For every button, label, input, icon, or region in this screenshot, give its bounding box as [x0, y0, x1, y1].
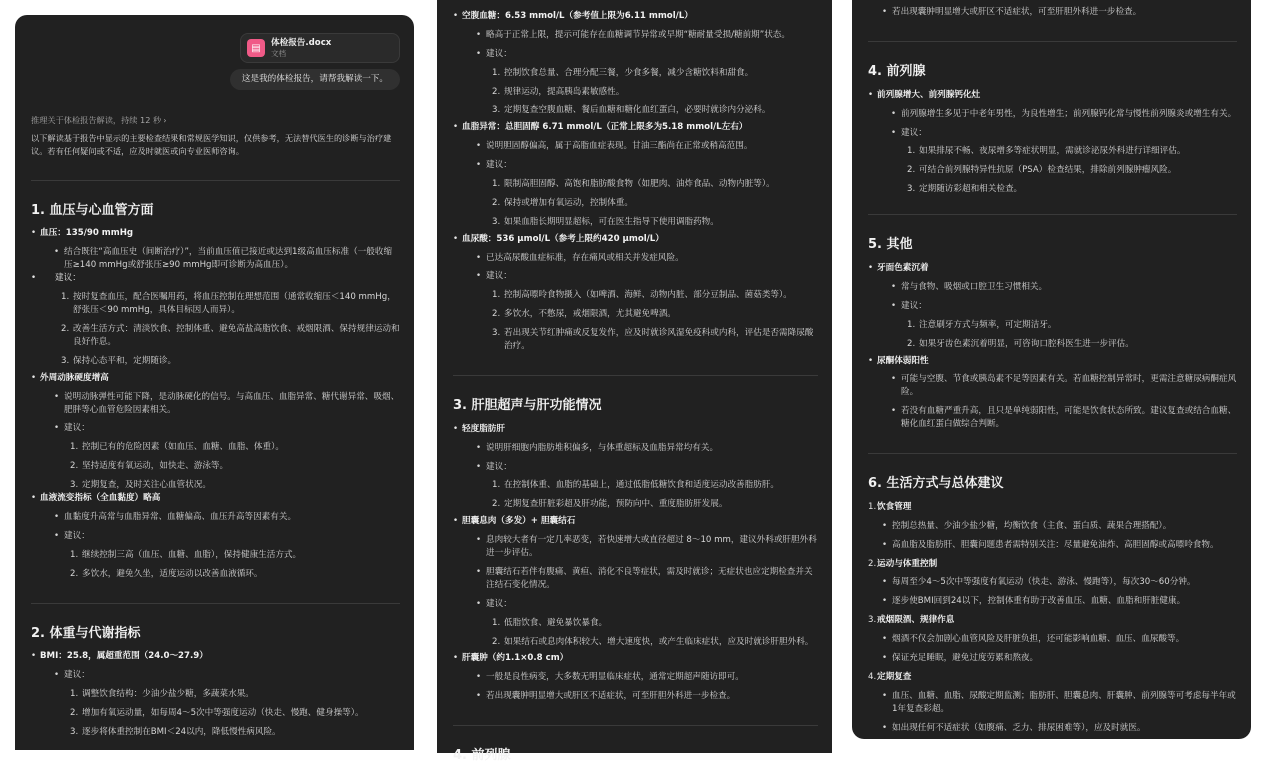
- list-item: • 建议： 1. 注意刷牙方式与频率，可定期洁牙。 2. 如果牙齿色素沉着明显，可咨询口腔科医生进一步评估。: [877, 300, 1237, 351]
- list-item: 2. 规律运动，提高胰岛素敏感性。: [492, 86, 625, 97]
- list-item: • 血黏度升高常与血脂异常、血糖偏高、血压升高等因素有关。: [40, 511, 400, 524]
- list-item: • 血尿酸：536 μmol/L（参考上限约420 μmol/L） • 已达高尿酸血症标准，存在痛风或相关并发症风险。 • 建议： 1. 控制高嘌呤食物摄入（如啤酒、海鲜、动物内脏、部分豆制品、菌菇类等）。 2. 多饮水，不憋尿，戒烟限酒，尤其避免啤酒。 3. 若出现关节红肿痛或反复发作，应及时就诊风湿免疫科或内科，评估是否需降尿酸治疗。: [453, 233, 818, 353]
- list-item: • 建议： 1. 继续控制三高（血压、血糖、血脂），保持健康生活方式。 2. 多饮水，避免久坐，适度运动以改善血液循环。: [40, 530, 400, 581]
- list-item: • 建议： 1. 按时复查血压，配合医嘱用药，将血压控制在理想范围（通常收缩压＜140 mmHg，舒张压＜90 mmHg，具体目标因人而异）。 2. 改善生活方式：清淡饮食、控制体重、避免高盐高脂饮食、戒烟限酒、保持规律运动和良好作息。 3. 保持心态平和，定期随诊。: [31, 272, 400, 367]
- chat-panel-3: [852, 0, 1251, 739]
- chat-panel-2: [437, 0, 832, 764]
- section-title: 3. 肝胆超声与肝功能情况: [453, 397, 602, 413]
- list-item: • 尿酮体弱阳性 • 可能与空腹、节食或胰岛素不足等因素有关。若血糖控制异常时，更需注意糖尿病酮症风险。 • 若没有血糖严重升高，且只是单纯弱阳性，可能是饮食状态所致。建议复查或结合血糖、糖化血红蛋白做综合判断。: [868, 355, 1237, 431]
- list-item: 4. 定期复查 • 血压、血糖、血脂、尿酸定期监测；脂肪肝、胆囊息肉、肝囊肿、前列腺等可考虑每半年或1年复查彩超。 • 如出现任何不适症状（如腹痛、乏力、排尿困难等），应及时就医。: [868, 671, 1237, 735]
- divider: [868, 41, 1237, 42]
- list-item: • 空腹血糖：6.53 mmol/L（参考值上限为6.11 mmol/L） • 略高于正常上限，提示可能存在血糖调节异常或早期“糖耐量受损/糖前期”状态。 • 建议： 1. 控制饮食总量、合理分配三餐，少食多餐，减少含糖饮料和甜食。 2. 规律运动，提高胰岛素敏感性。 3. 定期复查空腹血糖、餐后血糖和糖化血红蛋白，必要时就诊内分泌科。: [453, 10, 818, 117]
- divider: [31, 603, 400, 604]
- list-item: • 血压：135/90 mmHg • 结合既往“高血压史（间断治疗）”，当前血压值已接近或达到1级高血压标准（一般收缩压≥140 mmHg或舒张压≥90 mmHg即可诊断为高血压）。: [31, 227, 400, 270]
- attachment-name: 体检报告.docx: [271, 38, 332, 49]
- divider: [453, 375, 818, 376]
- user-message: 这是我的体检报告，请帮我解读一下。: [230, 69, 400, 90]
- list-item: 1. 注意刷牙方式与频率，可定期洁牙。: [907, 319, 1057, 330]
- list-item: • 胆囊结石若伴有腹痛、黄疸、消化不良等症状，需及时就诊；无症状也应定期检查并关注结石变化情况。: [462, 566, 818, 592]
- list-item: 1. 在控制体重、血脂的基础上，通过低脂低糖饮食和适度运动改善脂肪肝。: [492, 480, 780, 491]
- list-item: • 血压、血糖、血脂、尿酸定期监测；脂肪肝、胆囊息肉、肝囊肿、前列腺等可考虑每半年或1年复查彩超。: [868, 690, 1237, 716]
- list-item: • 若没有血糖严重升高，且只是单纯弱阳性，可能是饮食状态所致。建议复查或结合血糖、糖化血红蛋白做综合判断。: [877, 405, 1237, 431]
- list-item: • 建议： 1. 控制已有的危险因素（如血压、血糖、血脂、体重）。 2. 坚持适度有氧运动，如快走、游泳等。 3. 定期复查，及时关注心血管状况。: [40, 422, 400, 488]
- list-item: • 息肉较大者有一定几率恶变，若快速增大或直径超过 8～10 mm，建议外科或肝胆外科进一步评估。: [462, 534, 818, 560]
- list-item: 3. 定期复查，及时关注心血管状况。: [70, 480, 211, 491]
- attachment-type: 文档: [271, 48, 286, 58]
- list-item: • 已达高尿酸血症标准，存在痛风或相关并发症风险。: [462, 252, 818, 265]
- divider: [868, 214, 1237, 215]
- list-item: 3. 若出现关节红肿痛或反复发作，应及时就诊风湿免疫科或内科，评估是否需降尿酸治疗。: [492, 328, 814, 352]
- list-item: 2. 保持或增加有氧运动，控制体重。: [492, 197, 633, 208]
- list-item: 2. 多饮水，避免久坐，适度运动以改善血液循环。: [70, 568, 263, 579]
- list-item: • 说明肝细胞内脂肪堆积偏多，与体重超标及血脂异常均有关。: [462, 442, 818, 455]
- list-item: 2. 运动与体重控制 • 每周至少4～5次中等强度有氧运动（快走、游泳、慢跑等），每次30～60分钟。 • 逐步使BMI回到24以下，控制体重有助于改善血压、血糖、血脂和肝脏健康。: [868, 558, 1237, 609]
- list-item: 1. 控制已有的危险因素（如血压、血糖、血脂、体重）。: [70, 442, 284, 453]
- list-item: 3. 保持心态平和，定期随诊。: [61, 355, 177, 366]
- list-item: • 结合既往“高血压史（间断治疗）”，当前血压值已接近或达到1级高血压标准（一般收缩压≥140 mmHg或舒张压≥90 mmHg即可诊断为高血压）。: [40, 246, 400, 270]
- list-item: • 建议： 1. 限制高胆固醇、高饱和脂肪酸食物（如肥肉、油炸食品、动物内脏等）。 2. 保持或增加有氧运动，控制体重。 3. 如果血脂长期明显超标，可在医生指导下使用调脂药物。: [462, 159, 818, 229]
- chat-content: [15, 33, 414, 739]
- list-item: • 略高于正常上限，提示可能存在血糖调节异常或早期“糖耐量受损/糖前期”状态。: [462, 29, 818, 42]
- list-item: 2. 增加有氧运动量，如每周4～5次中等强度运动（快走、慢跑、健身操等）。: [70, 708, 364, 719]
- list-item: • 前列腺增大、前列腺钙化灶 • 前列腺增生多见于中老年男性，为良性增生；前列腺钙化常与慢性前列腺炎或增生有关。 • 建议： 1. 如果排尿不畅、夜尿增多等症状明显，需就诊泌尿外科进行详细评估。 2. 可结合前列腺特异性抗原（PSA）检查结果，排除前列腺肿瘤风险。 3. 定期随访彩超和相关检查。: [868, 89, 1237, 192]
- chat-content: [852, 6, 1251, 735]
- list-item: • 建议： 1. 在控制体重、血脂的基础上，通过低脂低糖饮食和适度运动改善脂肪肝。 2. 定期复查肝脏彩超及肝功能，预防向中、重度脂肪肝发展。: [462, 461, 818, 512]
- section-title: 4. 前列腺: [868, 63, 926, 79]
- list-item: 1. 低脂饮食、避免暴饮暴食。: [492, 617, 608, 628]
- list-item: • 每周至少4～5次中等强度有氧运动（快走、游泳、慢跑等），每次30～60分钟。: [868, 576, 1237, 589]
- list-item: • 建议： 1. 如果排尿不畅、夜尿增多等症状明显，需就诊泌尿外科进行详细评估。 2. 可结合前列腺特异性抗原（PSA）检查结果，排除前列腺肿瘤风险。 3. 定期随访彩超和相关检查。: [877, 127, 1237, 193]
- list-item: • 轻度脂肪肝 • 说明肝细胞内脂肪堆积偏多，与体重超标及血脂异常均有关。 • 建议： 1. 在控制体重、血脂的基础上，通过低脂低糖饮食和适度运动改善脂肪肝。 2. 定期复查肝脏彩超及肝功能，预防向中、重度脂肪肝发展。: [453, 423, 818, 511]
- divider: [31, 180, 400, 181]
- divider: [868, 453, 1237, 454]
- chevron-right-icon: ›: [163, 114, 167, 125]
- list-item: • 前列腺增生多见于中老年男性，为良性增生；前列腺钙化常与慢性前列腺炎或增生有关。: [877, 108, 1237, 121]
- intro-text: 以下解读基于报告中显示的主要检查结果和常规医学知识，仅供参考，无法替代医生的诊断与治疗建议。若有任何疑问或不适，应及时就医或向专业医师咨询。: [31, 133, 392, 156]
- list-item: • 胆囊息肉（多发）+ 胆囊结石 • 息肉较大者有一定几率恶变，若快速增大或直径超过 8～10 mm，建议外科或肝胆外科进一步评估。 • 胆囊结石若伴有腹痛、黄疸、消化不良等症状，需及时就诊；无症状也应定期检查并关注结石变化情况。 • 建议： 1. 低脂饮食、避免暴饮暴食。 2. 如果结石或息肉体积较大、增大速度快，或产生临床症状，应及时就诊肝胆外科。: [453, 515, 818, 648]
- list-item: • 建议： 1. 调整饮食结构：少油少盐少糖，多蔬菜水果。 2. 增加有氧运动量，如每周4～5次中等强度运动（快走、慢跑、健身操等）。 3. 逐步将体重控制在BMI＜24以内，降低慢性病风险。: [40, 669, 400, 739]
- divider: [453, 725, 818, 726]
- list-item: 1. 控制饮食总量、合理分配三餐，少食多餐，减少含糖饮料和甜食。: [492, 67, 754, 78]
- list-item: 2. 如果结石或息肉体积较大、增大速度快，或产生临床症状，应及时就诊肝胆外科。: [492, 636, 814, 647]
- list-item: • 说明动脉弹性可能下降，是动脉硬化的信号。与高血压、血脂异常、糖代谢异常、吸烟、肥胖等心血管危险因素相关。: [40, 391, 400, 417]
- list-item: 1. 按时复查血压，配合医嘱用药，将血压控制在理想范围（通常收缩压＜140 mmHg，舒张压＜90 mmHg，具体目标因人而异）。: [61, 292, 396, 316]
- section-title: 1. 血压与心血管方面: [31, 202, 154, 218]
- list-item: • 建议： 1. 控制饮食总量、合理分配三餐，少食多餐，减少含糖饮料和甜食。 2. 规律运动，提高胰岛素敏感性。 3. 定期复查空腹血糖、餐后血糖和糖化血红蛋白，必要时就诊内分泌科。: [462, 48, 818, 118]
- section-title: 5. 其他: [868, 237, 913, 253]
- section-title: 6. 生活方式与总体建议: [868, 476, 1004, 492]
- list-item: 1. 饮食管理 • 控制总热量、少油少盐少糖，均衡饮食（主食、蛋白质、蔬果合理搭配）。 • 高血脂及脂肪肝、胆囊问题患者需特别关注：尽量避免油炸、高胆固醇或高嘌呤食物。: [868, 501, 1237, 552]
- list-item: • 烟酒不仅会加剧心血管风险及肝脏负担，还可能影响血糖、血压、血尿酸等。: [868, 633, 1237, 646]
- list-item: 3. 逐步将体重控制在BMI＜24以内，降低慢性病风险。: [70, 726, 281, 737]
- list-item: 1. 调整饮食结构：少油少盐少糖，多蔬菜水果。: [70, 689, 254, 700]
- list-item: 1. 控制高嘌呤食物摄入（如啤酒、海鲜、动物内脏、部分豆制品、菌菇类等）。: [492, 290, 792, 301]
- list-item: • 如出现任何不适症状（如腹痛、乏力、排尿困难等），应及时就医。: [868, 722, 1237, 735]
- list-item: 3. 定期随访彩超和相关检查。: [907, 184, 1023, 195]
- list-item: 2. 可结合前列腺特异性抗原（PSA）检查结果，排除前列腺肿瘤风险。: [907, 165, 1177, 176]
- list-item: • 可能与空腹、节食或胰岛素不足等因素有关。若血糖控制异常时，更需注意糖尿病酮症风险。: [877, 373, 1237, 399]
- list-item: 2. 坚持适度有氧运动，如快走、游泳等。: [70, 461, 229, 472]
- list-item: 3. 如果血脂长期明显超标，可在医生指导下使用调脂药物。: [492, 216, 719, 227]
- list-item: • 建议： 1. 控制高嘌呤食物摄入（如啤酒、海鲜、动物内脏、部分豆制品、菌菇类等）。 2. 多饮水，不憋尿，戒烟限酒，尤其避免啤酒。 3. 若出现关节红肿痛或反复发作，应及时就诊风湿免疫科或内科，评估是否需降尿酸治疗。: [462, 270, 818, 352]
- list-item: 3. 定期复查空腹血糖、餐后血糖和糖化血红蛋白，必要时就诊内分泌科。: [492, 105, 771, 116]
- list-item: • BMI：25.8，属超重范围（24.0～27.9） • 建议： 1. 调整饮食结构：少油少盐少糖，多蔬菜水果。 2. 增加有氧运动量，如每周4～5次中等强度运动（快走、慢跑、健身操等）。 3. 逐步将体重控制在BMI＜24以内，降低慢性病风险。: [31, 650, 400, 738]
- list-item: • 一般是良性病变，大多数无明显临床症状，通常定期超声随访即可。: [462, 671, 818, 684]
- list-item: 2. 改善生活方式：清淡饮食、控制体重、避免高盐高脂饮食、戒烟限酒、保持规律运动和良好作息。: [61, 324, 400, 347]
- list-item: • 控制总热量、少油少盐少糖，均衡饮食（主食、蛋白质、蔬果合理搭配）。: [868, 520, 1237, 533]
- attachment-card[interactable]: [240, 33, 400, 63]
- list-item: • 说明胆固醇偏高，属于高脂血症表现。甘油三酯尚在正常或稍高范围。: [462, 140, 818, 153]
- list-item: 2. 多饮水，不憋尿，戒烟限酒，尤其避免啤酒。: [492, 309, 676, 320]
- chat-content: [437, 10, 832, 773]
- list-item: 1. 如果排尿不畅、夜尿增多等症状明显，需就诊泌尿外科进行详细评估。: [907, 146, 1186, 157]
- section-title: 4. 前列腺: [453, 748, 511, 764]
- list-item: • 保证充足睡眠，避免过度劳累和熬夜。: [868, 652, 1237, 665]
- list-item: • 外周动脉硬度增高 • 说明动脉弹性可能下降，是动脉硬化的信号。与高血压、血脂异常、糖代谢异常、吸烟、肥胖等心血管危险因素相关。 • 建议： 1. 控制已有的危险因素（如血压、血糖、血脂、体重）。 2. 坚持适度有氧运动，如快走、游泳等。 3. 定期复查，及时关注心血管状况。: [31, 372, 400, 488]
- list-item: 1. 限制高胆固醇、高饱和脂肪酸食物（如肥肉、油炸食品、动物内脏等）。: [492, 179, 775, 190]
- list-item: • 血液流变指标（全血黏度）略高 • 血黏度升高常与血脂异常、血糖偏高、血压升高等因素有关。 • 建议： 1. 继续控制三高（血压、血糖、血脂），保持健康生活方式。 2. 多饮水，避免久坐，适度运动以改善血液循环。: [31, 492, 400, 580]
- list-item: • 高血脂及脂肪肝、胆囊问题患者需特别关注：尽量避免油炸、高胆固醇或高嘌呤食物。: [868, 539, 1237, 552]
- list-item: • 血脂异常：总胆固醇 6.71 mmol/L（正常上限多为5.18 mmol/L左右） • 说明胆固醇偏高，属于高脂血症表现。甘油三酯尚在正常或稍高范围。 • 建议： 1. 限制高胆固醇、高饱和脂肪酸食物（如肥肉、油炸食品、动物内脏等）。 2. 保持或增加有氧运动，控制体重。 3. 如果血脂长期明显超标，可在医生指导下使用调脂药物。: [453, 121, 818, 228]
- section-title: 2. 体重与代谢指标: [31, 625, 141, 641]
- list-item: • 牙面色素沉着 • 常与食物、吸烟或口腔卫生习惯相关。 • 建议： 1. 注意刷牙方式与频率，可定期洁牙。 2. 如果牙齿色素沉着明显，可咨询口腔科医生进一步评估。: [868, 262, 1237, 350]
- list-item: • 若出现囊肿明显增大或肝区不适症状，可至肝胆外科进一步检查。: [462, 690, 818, 703]
- list-item: • 常与食物、吸烟或口腔卫生习惯相关。: [877, 281, 1237, 294]
- thinking-toggle[interactable]: [31, 114, 400, 126]
- list-item: • 建议： 1. 低脂饮食、避免暴饮暴食。 2. 如果结石或息肉体积较大、增大速度快，或产生临床症状，应及时就诊肝胆外科。: [462, 598, 818, 649]
- list-item: 2. 如果牙齿色素沉着明显，可咨询口腔科医生进一步评估。: [907, 338, 1134, 349]
- chat-panel-1: [15, 15, 414, 750]
- list-item: 3. 戒烟限酒、规律作息 • 烟酒不仅会加剧心血管风险及肝脏负担，还可能影响血糖、血压、血尿酸等。 • 保证充足睡眠，避免过度劳累和熬夜。: [868, 614, 1237, 665]
- list-item: 2. 定期复查肝脏彩超及肝功能，预防向中、重度脂肪肝发展。: [492, 499, 728, 510]
- list-item: • 若出现囊肿明显增大或肝区不适症状，可至肝胆外科进一步检查。: [868, 6, 1237, 19]
- thinking-label: 推理关于体检报告解读，持续 12 秒: [31, 114, 162, 125]
- document-icon: ▤: [247, 39, 265, 57]
- list-item: • 逐步使BMI回到24以下，控制体重有助于改善血压、血糖、血脂和肝脏健康。: [868, 595, 1237, 608]
- list-item: • 肝囊肿（约1.1×0.8 cm） • 一般是良性病变，大多数无明显临床症状，通常定期超声随访即可。 • 若出现囊肿明显增大或肝区不适症状，可至肝胆外科进一步检查。: [453, 652, 818, 703]
- list-item: 1. 继续控制三高（血压、血糖、血脂），保持健康生活方式。: [70, 549, 302, 560]
